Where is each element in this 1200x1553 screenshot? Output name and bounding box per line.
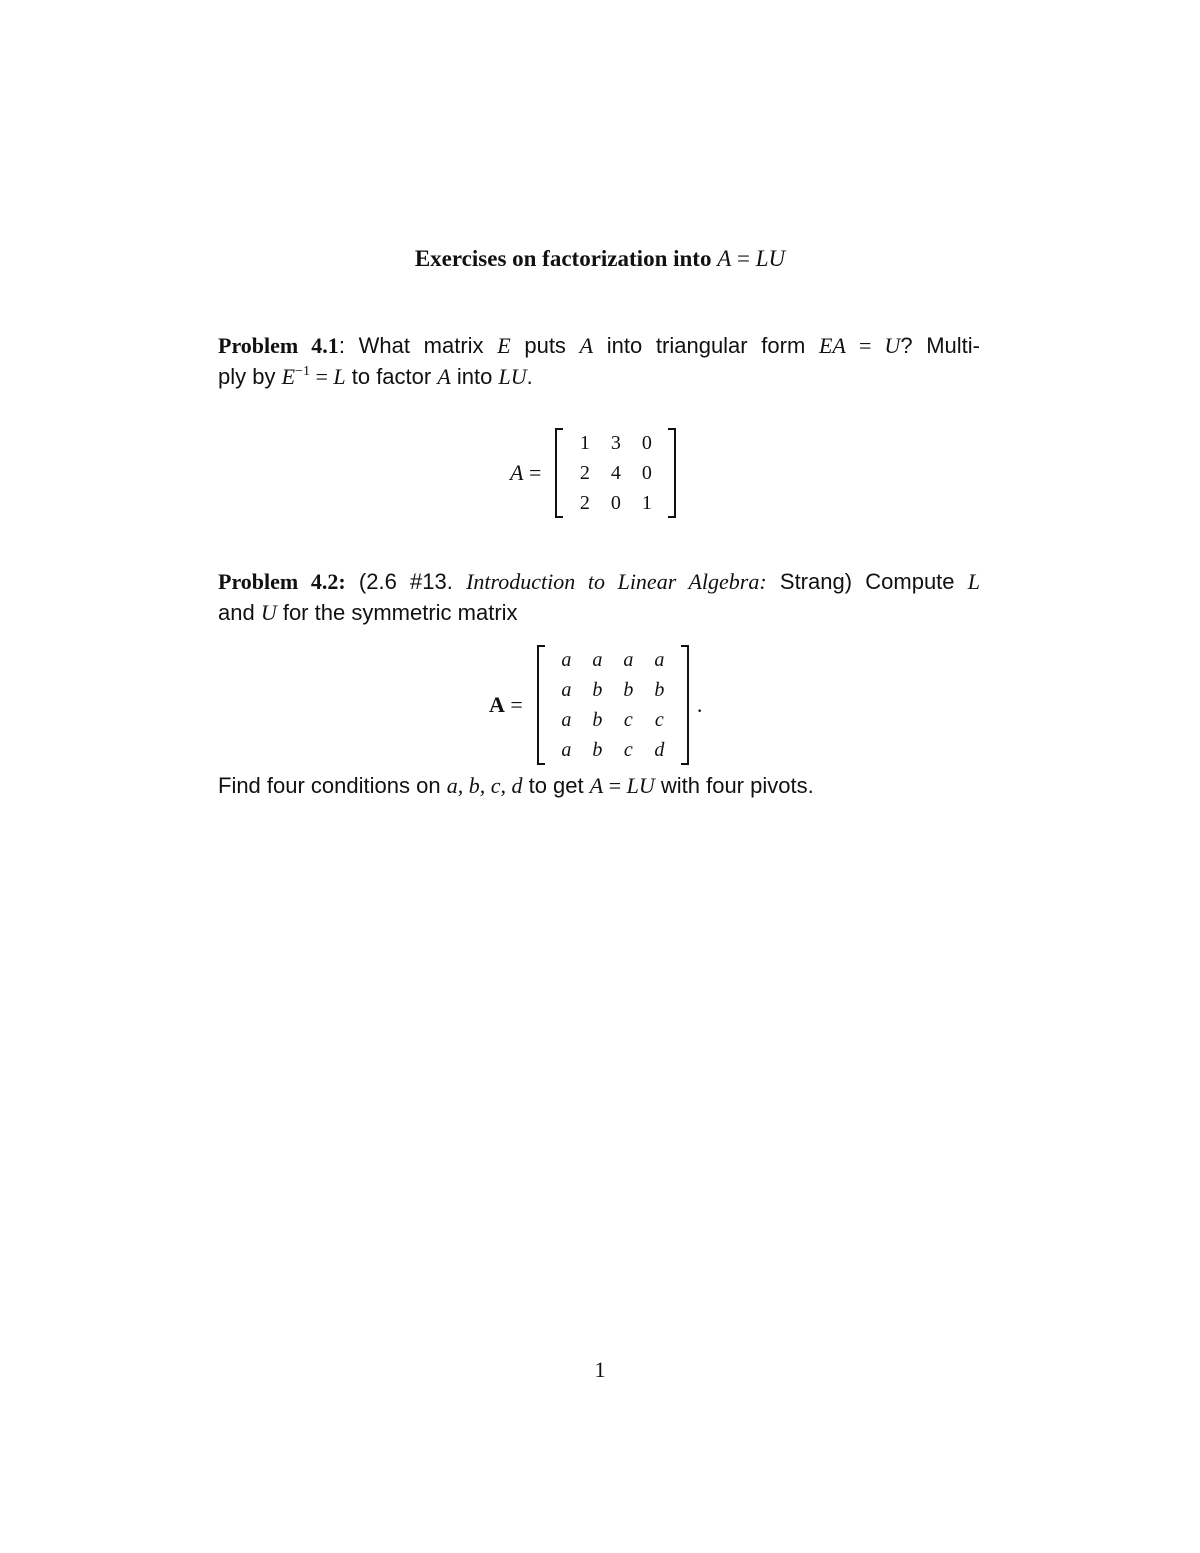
matrix-a-cell: 1 [641,492,652,514]
problem-4-1 [218,330,980,392]
matrix-a-cell: 4 [610,462,621,484]
matrix-a-cell: 3 [610,432,621,454]
matrix-a [555,428,676,518]
matrix-bold-a-cell: d [654,739,665,761]
matrix-bold-a-cell: a [654,649,665,671]
problem-4-2-line-2 [218,597,980,628]
matrix-bold-a-cell: c [623,709,633,731]
title-eq-rhs: LU [755,246,786,271]
problem-4-1-var-ea: EA [818,333,846,358]
matrix-bold-a-equation [489,645,702,765]
matrix-bold-a-sign: = [510,692,523,717]
matrix-a-cell: 0 [641,432,652,454]
problem-4-2-book-title: Introduction to Linear Algebra: [466,569,767,594]
problem-4-2-text-2: Strang) Compute [766,569,968,594]
problem-4-1-label: Problem 4.1 [218,333,339,358]
title-text: Exercises on factorization into [414,246,712,271]
problem-4-1-text-2: puts [510,333,580,358]
problem-4-1-var-einv: E [281,364,296,389]
problem-4-1-text-4: ? Multi- [900,333,981,358]
title-eq-lhs: A [717,246,732,271]
problem-4-2-line-1 [218,566,980,597]
problem-4-1-text-5: ply by [218,364,282,389]
matrix-bold-a-cell: c [623,739,633,761]
conditions-eq: = [603,773,627,798]
problem-4-1-text-7: into [450,364,499,389]
matrix-bold-a-cell: b [654,679,665,701]
matrix-bold-a-cell: b [592,739,603,761]
page-title [0,246,1200,272]
conditions-text-3: with four pivots. [654,773,814,798]
problem-4-2-label: Problem 4.2: [218,569,346,594]
matrix-a-cell: 0 [610,492,621,514]
problem-4-1-var-e: E [497,333,511,358]
matrix-bold-a-cell: b [623,679,634,701]
matrix-bold-a-cell: b [592,679,603,701]
problem-4-1-text-8: . [526,364,533,389]
problem-4-1-colon: : [338,333,345,358]
matrix-a-cell: 2 [579,492,590,514]
conditions-sentence [218,770,980,801]
matrix-a-lhs [510,460,541,486]
problem-4-1-var-lu: LU [498,364,527,389]
conditions-var-lu: LU [626,773,655,798]
problem-4-2-text-3: and [218,600,261,625]
problem-4-2-text-4: for the symmetric matrix [276,600,518,625]
problem-4-1-var-l: L [333,364,346,389]
matrix-bold-a-cell: c [654,709,664,731]
matrix-bold-a-cell: a [561,679,572,701]
conditions-vars: a, b, c, d [446,773,523,798]
problem-4-1-line-2 [218,361,980,392]
matrix-bold-a-period: . [696,692,703,717]
matrix-a-symbol: A [510,460,524,485]
matrix-a-equation [510,428,676,518]
problem-4-2-var-u: U [260,600,277,625]
conditions-text-2: to get [522,773,590,798]
problem-4-1-var-u: U [884,333,901,358]
problem-4-1-text-6: to factor [345,364,438,389]
matrix-a-sign: = [528,460,542,485]
matrix-a-cell: 0 [641,462,652,484]
problem-4-1-var-a: A [579,333,594,358]
problem-4-1-text-3: into triangular form [593,333,819,358]
conditions-text-1: Find four conditions on [218,773,447,798]
problem-4-1-eq-2: = [309,364,334,389]
matrix-a-cell: 1 [579,432,590,454]
problem-4-1-exponent: −1 [295,364,310,379]
matrix-bold-a-symbol: A [489,692,505,717]
problem-4-1-eq: = [845,333,885,358]
matrix-bold-a-cell: a [561,709,572,731]
matrix-a-cell: 2 [579,462,590,484]
matrix-bold-a-cell: b [592,709,603,731]
problem-4-1-line-1 [218,330,980,361]
title-eq-sign: = [737,246,750,271]
matrix-bold-a-cell: a [561,739,572,761]
problem-4-2-var-l: L [967,569,980,594]
matrix-bold-a-cell: a [592,649,603,671]
problem-4-1-var-a-2: A [437,364,451,389]
conditions-var-a: A [589,773,604,798]
matrix-bold-a-lhs [489,692,523,718]
matrix-bold-a-cell: a [623,649,634,671]
problem-4-1-text-1: What matrix [344,333,498,358]
matrix-bold-a-cell: a [561,649,572,671]
problem-4-2 [218,566,980,628]
page-number: 1 [594,1357,606,1382]
matrix-bold-a [537,645,689,765]
problem-4-2-text-1: (2.6 #13. [345,569,467,594]
